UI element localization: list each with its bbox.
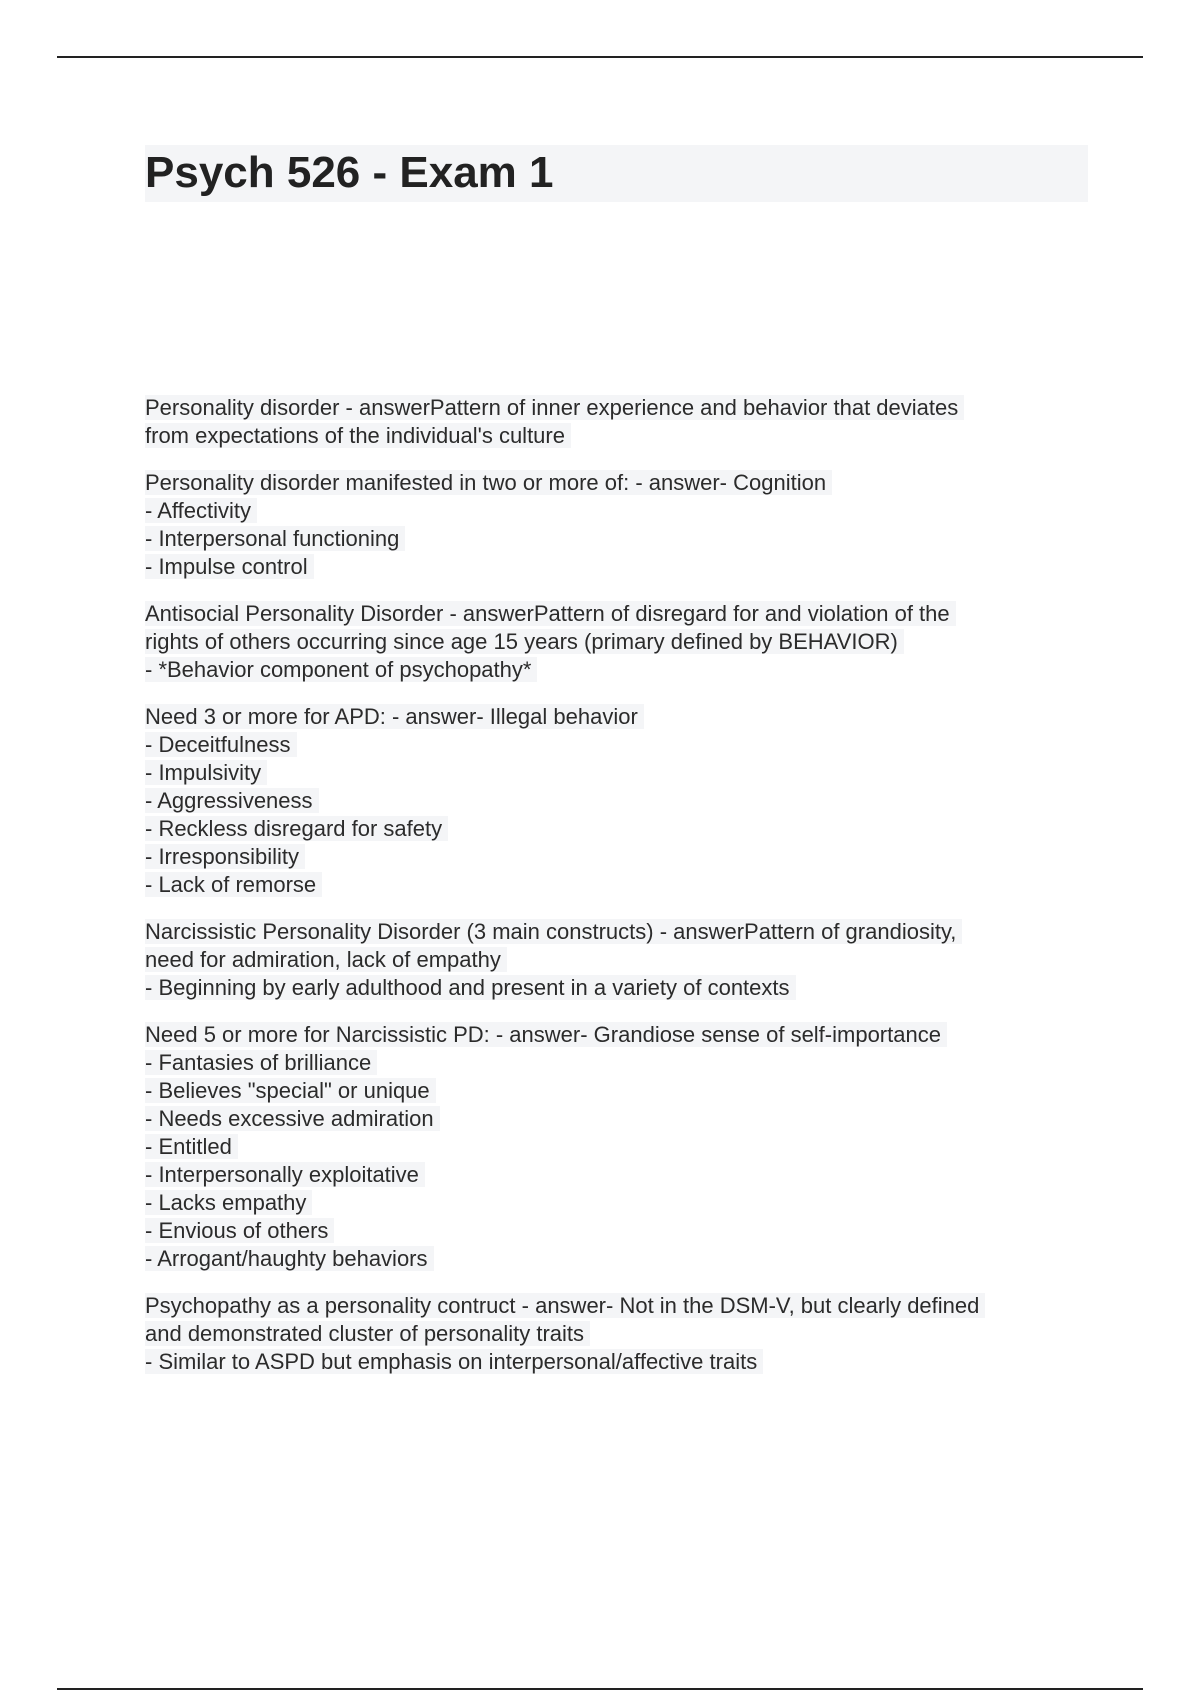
flashcard — [145, 703, 1075, 899]
flashcard-question-line — [145, 469, 1075, 497]
flashcard-text: - *Behavior component of psychopathy* — [145, 657, 537, 682]
flashcard-text: rights of others occurring since age 15 years (primary defined by BEHAVIOR) — [145, 629, 904, 654]
flashcard-text: - Arrogant/haughty behaviors — [145, 1246, 434, 1271]
flashcard-question-line — [145, 918, 1075, 946]
flashcard-question-line — [145, 394, 1075, 422]
flashcard-text: - Fantasies of brilliance — [145, 1050, 377, 1075]
flashcard-text: - Beginning by early adulthood and present in a variety of contexts — [145, 975, 796, 1000]
flashcard-answer-line — [145, 656, 1075, 684]
flashcard — [145, 1292, 1075, 1376]
flashcard-text: and demonstrated cluster of personality traits — [145, 1321, 590, 1346]
flashcard — [145, 469, 1075, 581]
flashcard-answer-line — [145, 553, 1075, 581]
flashcard-answer-line — [145, 1189, 1075, 1217]
flashcard-question-line — [145, 703, 1075, 731]
flashcard-text: - Lack of remorse — [145, 872, 322, 897]
flashcard-text: - Interpersonally exploitative — [145, 1162, 425, 1187]
bottom-rule — [57, 1688, 1143, 1690]
flashcard-text: - Lacks empathy — [145, 1190, 312, 1215]
flashcard-text: - Deceitfulness — [145, 732, 297, 757]
flashcard-question-line — [145, 1021, 1075, 1049]
flashcard-answer-line — [145, 1049, 1075, 1077]
flashcard-answer-line — [145, 815, 1075, 843]
flashcard-answer-line — [145, 1348, 1075, 1376]
flashcard-question-line — [145, 1292, 1075, 1320]
top-rule — [57, 56, 1143, 58]
flashcard-text: - Affectivity — [145, 498, 257, 523]
flashcard — [145, 600, 1075, 684]
flashcard-text: Psychopathy as a personality contruct - answer- Not in the DSM-V, but clearly defined — [145, 1293, 985, 1318]
flashcard-answer-line — [145, 759, 1075, 787]
flashcard-answer-line — [145, 731, 1075, 759]
flashcard — [145, 918, 1075, 1002]
flashcard-answer-line — [145, 422, 1075, 450]
flashcard-text: - Aggressiveness — [145, 788, 319, 813]
flashcard-text: need for admiration, lack of empathy — [145, 947, 507, 972]
flashcard-text: Need 5 or more for Narcissistic PD: - answer- Grandiose sense of self-importance — [145, 1022, 947, 1047]
flashcard-answer-line — [145, 1077, 1075, 1105]
flashcard-text: - Envious of others — [145, 1218, 334, 1243]
flashcard-answer-line — [145, 974, 1075, 1002]
flashcard-answer-line — [145, 843, 1075, 871]
flashcard-text: - Interpersonal functioning — [145, 526, 405, 551]
flashcard-text: - Entitled — [145, 1134, 238, 1159]
flashcard-text: Antisocial Personality Disorder - answerPattern of disregard for and violation of the — [145, 601, 956, 626]
flashcard-text: Personality disorder manifested in two or more of: - answer- Cognition — [145, 470, 832, 495]
flashcard — [145, 1021, 1075, 1273]
flashcard-text: - Irresponsibility — [145, 844, 305, 869]
flashcard-text: - Similar to ASPD but emphasis on interpersonal/affective traits — [145, 1349, 763, 1374]
flashcard-question-line — [145, 600, 1075, 628]
flashcard-text: Personality disorder - answerPattern of inner experience and behavior that deviates — [145, 395, 964, 420]
flashcard — [145, 394, 1075, 450]
flashcard-answer-line — [145, 1133, 1075, 1161]
flashcard-text: - Impulsivity — [145, 760, 267, 785]
flashcard-text: Need 3 or more for APD: - answer- Illegal behavior — [145, 704, 644, 729]
flashcard-answer-line — [145, 628, 1075, 656]
flashcard-answer-line — [145, 787, 1075, 815]
flashcard-answer-line — [145, 525, 1075, 553]
flashcard-answer-line — [145, 871, 1075, 899]
flashcard-answer-line — [145, 1161, 1075, 1189]
flashcard-text: - Reckless disregard for safety — [145, 816, 448, 841]
flashcard-text: from expectations of the individual's culture — [145, 423, 571, 448]
flashcard-answer-line — [145, 1105, 1075, 1133]
flashcard-text: - Believes "special" or unique — [145, 1078, 436, 1103]
flashcard-answer-line — [145, 1217, 1075, 1245]
flashcard-text: Narcissistic Personality Disorder (3 main constructs) - answerPattern of grandiosity, — [145, 919, 962, 944]
flashcard-answer-line — [145, 946, 1075, 974]
page-title: Psych 526 - Exam 1 — [145, 148, 554, 197]
flashcard-text: - Impulse control — [145, 554, 314, 579]
flashcard-answer-line — [145, 1320, 1075, 1348]
flashcard-answer-line — [145, 497, 1075, 525]
flashcard-answer-line — [145, 1245, 1075, 1273]
flashcard-text: - Needs excessive admiration — [145, 1106, 440, 1131]
flashcard-list — [145, 394, 1075, 1395]
